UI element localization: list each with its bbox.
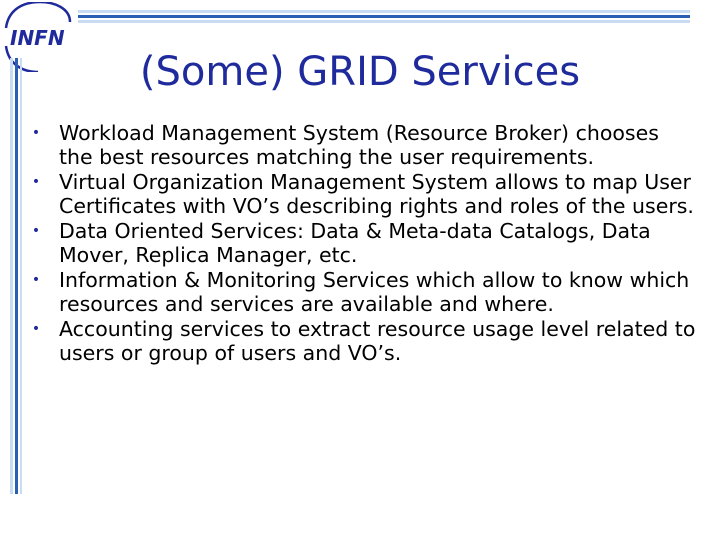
bullet-list <box>26 122 696 367</box>
bullet-item <box>26 269 696 316</box>
slide-title: (Some) GRID Services <box>139 49 581 95</box>
bullet-item <box>26 318 696 365</box>
bullet-text: Virtual Organization Management System allows to map User Certificates with VO’s describing rights and roles of the users. <box>59 170 694 218</box>
bullet-text: Accounting services to extract resource usage level related to users or group of users and VO’s. <box>59 317 696 365</box>
bullet-item <box>26 171 696 218</box>
bullet-dot-icon: • <box>31 272 41 288</box>
bullet-dot-icon: • <box>31 321 41 337</box>
bullet-text: Data Oriented Services: Data & Meta-data Catalogs, Data Mover, Replica Manager, etc. <box>59 219 651 267</box>
top-decorative-rule <box>78 9 690 23</box>
bullet-dot-icon: • <box>31 223 41 239</box>
infn-logo-text: INFN <box>10 26 65 50</box>
bullet-text: Information & Monitoring Services which allow to know which resources and services are available and where. <box>59 268 690 316</box>
left-decorative-rule <box>10 58 22 494</box>
bullet-text: Workload Management System (Resource Broker) chooses the best resources matching the user requirements. <box>59 121 659 169</box>
bullet-item <box>26 220 696 267</box>
bullet-item <box>26 122 696 169</box>
bullet-dot-icon: • <box>31 174 41 190</box>
bullet-dot-icon: • <box>31 125 41 141</box>
